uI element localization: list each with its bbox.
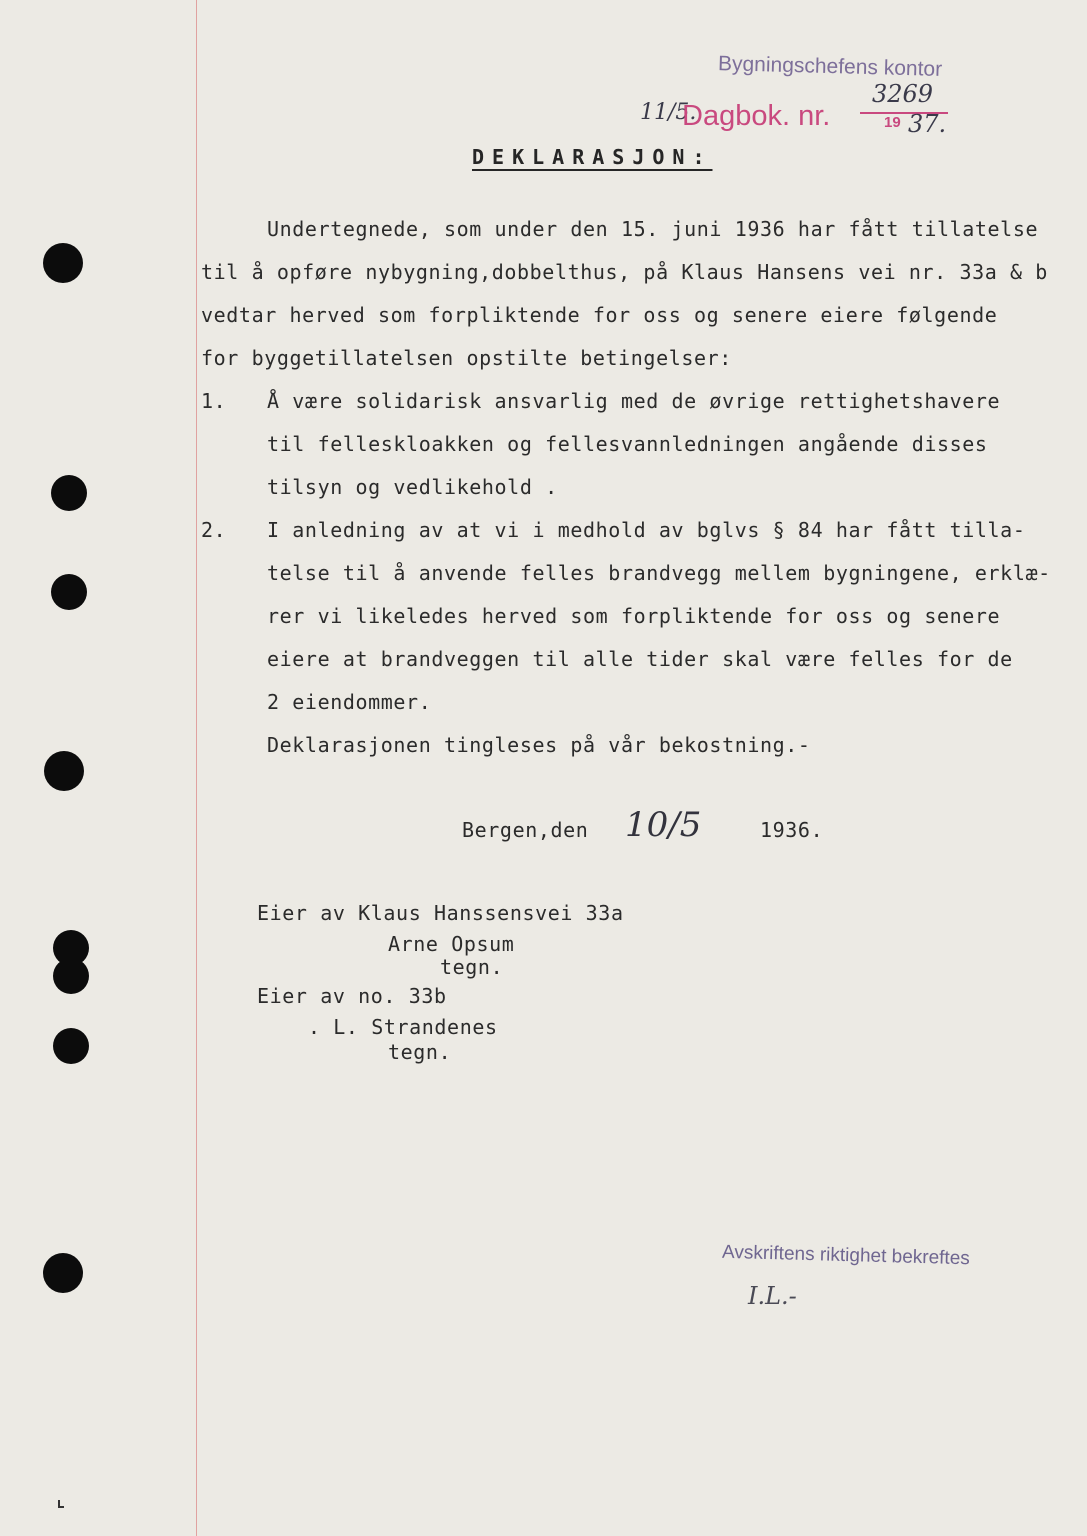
intro-line: vedtar herved som forpliktende for oss og senere eiere følgende — [201, 303, 998, 327]
item-line: Å være solidarisk ansvarlig med de øvrige rettighetshavere — [267, 389, 1001, 413]
dagbok-stamp: Dagbok. nr. — [682, 100, 831, 132]
punch-hole — [43, 243, 83, 283]
intro-line: Undertegnede, som under den 15. juni 1936 har fått tillatelse — [267, 217, 1039, 241]
certification-initials: I.L.- — [748, 1282, 797, 1310]
owner1-label: Eier av Klaus Hanssensvei 33a — [257, 901, 624, 925]
item-line: til felleskloakken og fellesvannledningen angående disses — [267, 432, 988, 456]
item-line: 2 eiendommer. — [267, 690, 432, 714]
margin-line — [196, 0, 197, 1536]
owner1-sign: tegn. — [440, 955, 504, 979]
corner-mark — [58, 1500, 64, 1508]
document-title: DEKLARASJON: — [472, 145, 713, 169]
punch-hole — [51, 574, 87, 610]
item-line: tilsyn og vedlikehold . — [267, 475, 558, 499]
date-handwritten: 10/5 — [625, 805, 702, 845]
year-handwritten: 37. — [908, 110, 947, 138]
item-number: 2. — [201, 518, 227, 542]
item-line: I anledning av at vi i medhold av bglvs § 84 har fått tilla- — [267, 518, 1026, 542]
owner2-sign: tegn. — [388, 1040, 452, 1064]
office-stamp: Bygningschefens kontor — [717, 52, 943, 81]
item-line: eiere at brandveggen til alle tider skal være felles for de — [267, 647, 1013, 671]
closing-line: Deklarasjonen tingleses på vår bekostning.- — [267, 733, 811, 757]
intro-line: til å opføre nybygning,dobbelthus, på Klaus Hansens vei nr. 33a & b — [201, 260, 1048, 284]
owner2-label: Eier av no. 33b — [257, 984, 447, 1008]
punch-hole — [53, 958, 89, 994]
year-printed: 19 — [884, 114, 901, 131]
intro-line: for byggetillatelsen opstilte betingelser: — [201, 346, 732, 370]
owner1-name: Arne Opsum — [388, 932, 515, 956]
date-year: 1936. — [760, 818, 824, 842]
place: Bergen,den — [462, 818, 589, 842]
item-line: rer vi likeledes herved som forpliktende for oss og senere — [267, 604, 1001, 628]
item-number: 1. — [201, 389, 227, 413]
dagbok-number-handwritten: 3269 — [872, 80, 934, 108]
punch-hole — [51, 475, 87, 511]
item-line: telse til å anvende felles brandvegg mellem bygningene, erklæ- — [267, 561, 1051, 585]
punch-hole — [43, 1253, 83, 1293]
stamp-date-handwritten: 11/5. — [640, 100, 697, 125]
owner2-name: . L. Strandenes — [308, 1015, 498, 1039]
punch-hole — [53, 1028, 89, 1064]
certification-stamp-visible: Avskriftens riktighet bekreftes — [721, 1241, 971, 1270]
punch-hole — [44, 751, 84, 791]
